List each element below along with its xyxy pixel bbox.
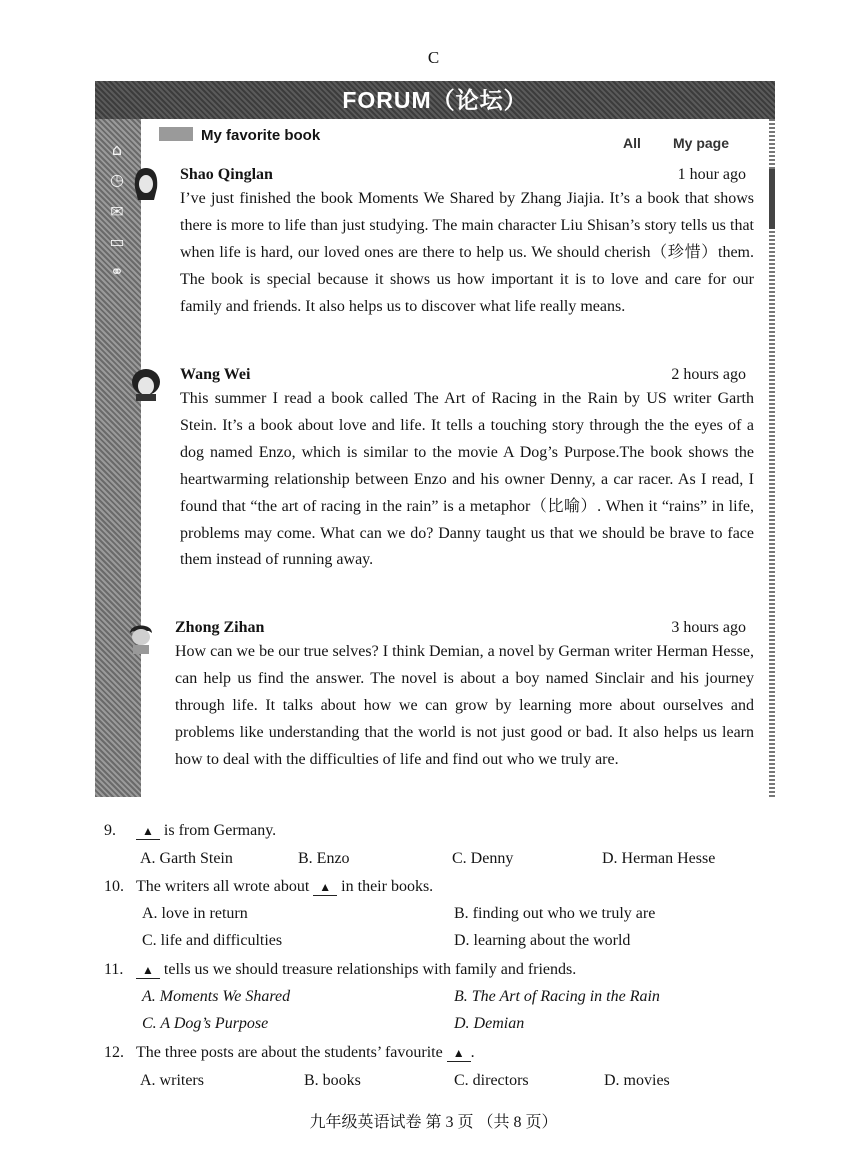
- question-number: 12.: [104, 1044, 124, 1061]
- post-body: How can we be our true selves? I think Demian, a novel by German writer Herman Hesse, can help us find the answer. The novel is about a boy named Sinclair and his journey through life. It talks about how we can grow by learning more about ourselves and problems like understanding that the world is not just good or bad. It also helps us learn how to deal with the difficulties of life and find out who we truly are.: [175, 643, 754, 768]
- option-d: D. learning about the world: [454, 932, 631, 949]
- option-b: B. The Art of Racing in the Rain: [454, 988, 660, 1005]
- question-stem: ▲ is from Germany.: [136, 822, 276, 840]
- question-number: 9.: [104, 822, 116, 839]
- option-b: B. finding out who we truly are: [454, 905, 656, 922]
- section-letter: C: [427, 48, 440, 67]
- question-stem: The writers all wrote about ▲ in their books.: [136, 878, 434, 895]
- topic-title: [159, 127, 320, 144]
- post-time: 2 hours ago: [671, 366, 746, 383]
- clock-icon[interactable]: ◷: [110, 170, 124, 189]
- boy-avatar-icon: [125, 619, 157, 655]
- post: [175, 619, 762, 774]
- question-number: 10.: [104, 878, 124, 895]
- option-b: B. books: [304, 1072, 361, 1089]
- topic-label: My favorite book: [201, 127, 321, 144]
- post-body: I’ve just finished the book Moments We Shared by Zhang Jiajia. It’s a book that shows there is more to life than just studying. The main character Liu Shisan’s story tells us that when life is hard, our loved ones are there to help us. We should cherish（珍惜）them. The book is special because it shows us how important it is to love and care for our family and friends. It also helps us to discover what life really means.: [180, 190, 754, 315]
- answer-blank: ▲: [313, 880, 337, 896]
- link-icon[interactable]: ⚭: [110, 262, 124, 281]
- option-c: C. A Dog’s Purpose: [142, 1015, 269, 1032]
- option-c: C. Denny: [452, 850, 514, 867]
- option-b: B. Enzo: [298, 850, 350, 867]
- option-c: C. life and difficulties: [142, 932, 283, 949]
- chat-icon[interactable]: ▭: [109, 232, 125, 251]
- post: [180, 366, 762, 574]
- home-icon[interactable]: ⌂: [111, 140, 123, 159]
- forum-sidebar: [95, 119, 141, 797]
- forum-panel: [95, 81, 775, 797]
- girl-avatar-icon: [130, 366, 162, 402]
- option-a: A. Moments We Shared: [142, 988, 291, 1005]
- option-a: A. Garth Stein: [140, 850, 233, 867]
- question-stem: The three posts are about the students’ favourite ▲ .: [136, 1044, 475, 1061]
- option-c: C. directors: [454, 1072, 529, 1089]
- post: [180, 166, 762, 321]
- post-author: Wang Wei: [180, 366, 251, 383]
- answer-blank: ▲: [136, 963, 160, 979]
- topic-icon: [159, 127, 193, 141]
- mail-icon[interactable]: ✉: [110, 202, 124, 221]
- scrollbar-thumb[interactable]: [769, 169, 775, 229]
- post-time: 3 hours ago: [671, 619, 746, 636]
- page-footer: 九年级英语试卷 第 3 页 （共 8 页）: [309, 1114, 558, 1131]
- option-d: D. Herman Hesse: [602, 850, 716, 867]
- post-body: This summer I read a book called The Art of Racing in the Rain by US writer Garth Stein. It’s a book about love and life. It tells a touching story through the the eyes of a dog named Enzo, which is similar to the movie A Dog’s Purpose.The book shows the heartwarming relationship between Enzo and his owner Denny, a car racer. As I read, I found that “the art of racing in the rain” is a metaphor（比喻）. When it “rains” in life, problems may come. What can we do? Danny taught us that we should be brave to face them instead of running away.: [180, 390, 754, 569]
- girl-avatar-icon: [130, 166, 162, 202]
- question-stem: ▲ tells us we should treasure relationships with family and friends.: [136, 961, 576, 979]
- tab-all[interactable]: All: [623, 135, 641, 151]
- post-author: Zhong Zihan: [175, 619, 265, 636]
- forum-title: FORUM（论坛）: [95, 81, 775, 119]
- scrollbar[interactable]: [769, 119, 775, 797]
- tab-my-page[interactable]: My page: [673, 135, 730, 151]
- post-author: Shao Qinglan: [180, 166, 273, 183]
- option-d: D. Demian: [454, 1015, 525, 1032]
- option-d: D. movies: [604, 1072, 670, 1089]
- answer-blank: ▲: [136, 824, 160, 840]
- option-a: A. writers: [140, 1072, 204, 1089]
- answer-blank: ▲: [447, 1046, 471, 1062]
- option-a: A. love in return: [142, 905, 248, 922]
- post-time: 1 hour ago: [677, 166, 746, 183]
- question-number: 11.: [104, 961, 124, 978]
